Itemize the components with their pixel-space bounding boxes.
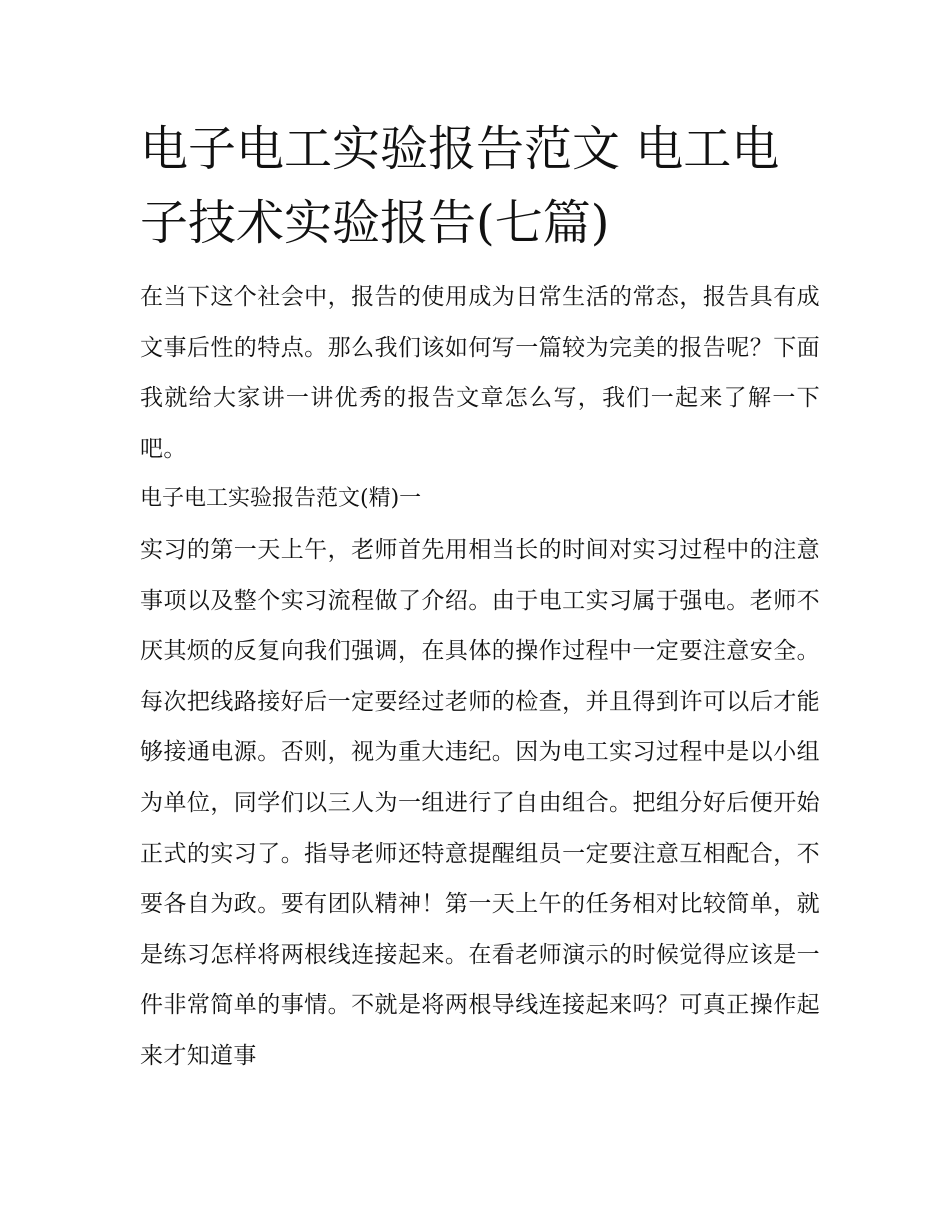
document-title: 电子电工实验报告范文 电工电子技术实验报告(七篇) bbox=[140, 121, 780, 251]
intro-paragraph: 在当下这个社会中，报告的使用成为日常生活的常态，报告具有成文事后性的特点。那么我们该如何写一篇较为完美的报告呢？下面我就给大家讲一讲优秀的报告文章怎么写，我们一起来了解一下吧。 bbox=[140, 284, 820, 462]
body-paragraph: 实习的第一天上午，老师首先用相当长的时间对实习过程中的注意事项以及整个实习流程做了介绍。由于电工实习属于强电。老师不厌其烦的反复向我们强调，在具体的操作过程中一定要注意安全。每次把线路接好后一定要经过老师的检查，并且得到许可以后才能够接通电源。否则，视为重大违纪。因为电工实习过程中是以小组为单位，同学们以三人为一组进行了自由组合。把组分好后便开始正式的实习了。指导老师还特意提醒组员一定要注意互相配合，不要各自为政。要有团队精神！第一天上午的任务相对比较简单，就是练习怎样将两根线连接起来。在看老师演示的时候觉得应该是一件非常简单的事情。不就是将两根导线连接起来吗？可真正操作起来才知道事 bbox=[140, 536, 820, 1069]
document-content bbox=[140, 112, 820, 1082]
section-heading: 电子电工实验报告范文(精)一 bbox=[140, 486, 422, 512]
